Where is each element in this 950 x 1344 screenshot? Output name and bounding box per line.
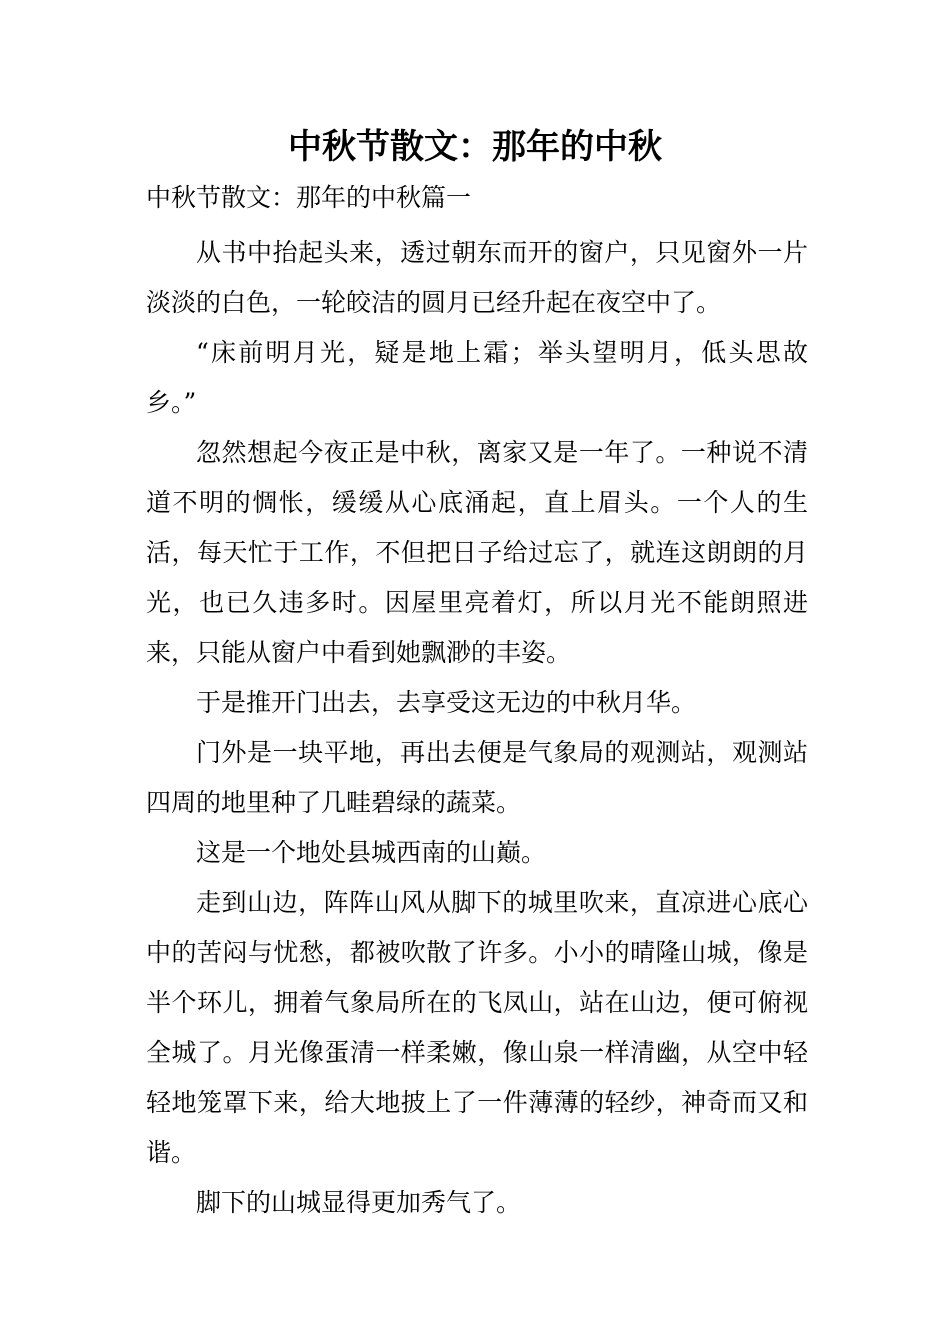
article-body — [146, 228, 808, 1228]
paragraph-8: 脚下的山城显得更加秀气了。 — [196, 1188, 522, 1217]
paragraph-4: 于是推开门出去，去享受这无边的中秋月华。 — [196, 688, 697, 717]
document-title: 中秋节散文：那年的中秋 — [288, 127, 662, 167]
paragraph-1: 从书中抬起头来，透过朝东而开的窗户，只见窗外一片淡淡的白色，一轮皎洁的圆月已经升起在夜空中了。 — [146, 238, 808, 317]
paragraph-2: “床前明月光，疑是地上霜；举头望明月，低头思故乡。” — [146, 338, 808, 417]
paragraph-5: 门外是一块平地，再出去便是气象局的观测站，观测站四周的地里种了几畦碧绿的蔬菜。 — [146, 738, 808, 817]
paragraph-6: 这是一个地处县城西南的山巅。 — [196, 838, 547, 867]
paragraph-3: 忽然想起今夜正是中秋，离家又是一年了。一种说不清道不明的惆怅，缓缓从心底涌起，直上眉头。一个人的生活，每天忙于工作，不但把日子给过忘了，就连这朗朗的月光，也已久违多时。因屋里亮着灯，所以月光不能朗照进来，只能从窗户中看到她飘渺的丰姿。 — [146, 438, 808, 667]
section-heading: 中秋节散文：那年的中秋篇一 — [146, 183, 472, 212]
paragraph-7: 走到山边，阵阵山风从脚下的城里吹来，直凉进心底心中的苦闷与忧愁，都被吹散了许多。小小的晴隆山城，像是半个环儿，拥着气象局所在的飞凤山，站在山边，便可俯视全城了。月光像蛋清一样柔嫩，像山泉一样清幽，从空中轻轻地笼罩下来，给大地披上了一件薄薄的轻纱，神奇而又和谐。 — [146, 888, 808, 1167]
